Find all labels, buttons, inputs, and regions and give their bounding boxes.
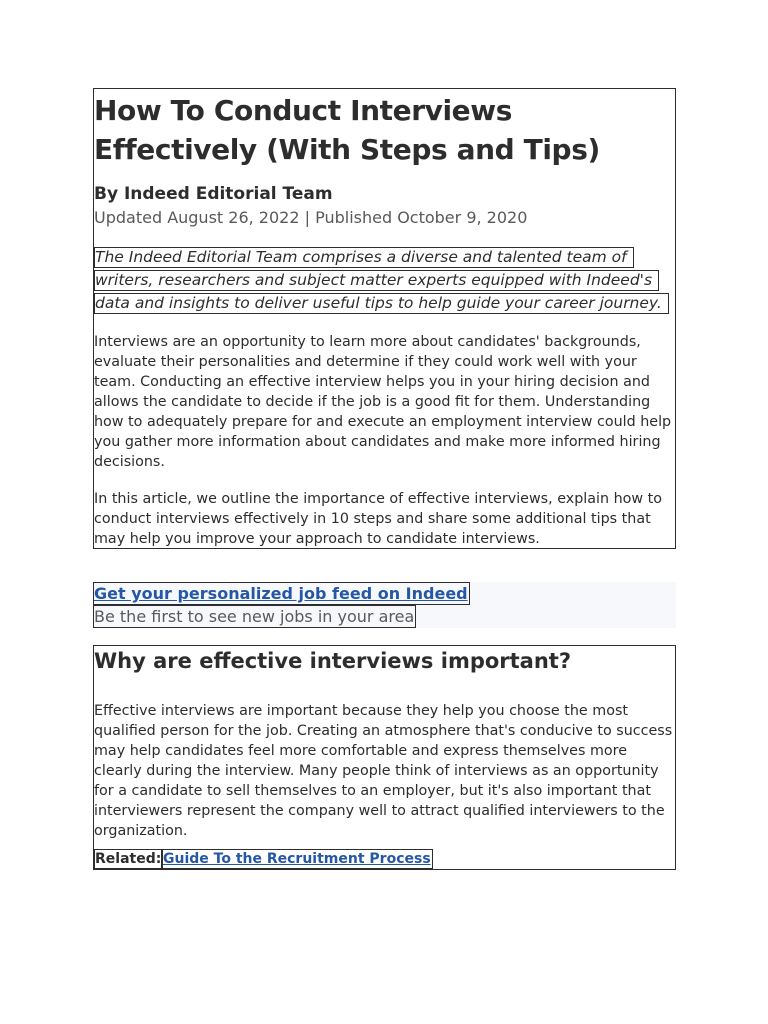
section-paragraph: Effective interviews are important because they help you choose the most qualified person for the job. Creating an atmosphere that's conducive to success may help candidates feel more comfortable and express themselves more clearly during the interview. Many people think of interviews as an opportunity for a candidate to sell themselves to an employer, but it's also important that interviewers represent the company well to attract qualified interviewers to the organization. — [94, 703, 673, 839]
editorial-team-intro-text: The Indeed Editorial Team comprises a diverse and talented team of writers, researchers and subject matter experts equipped with Indeed's data and insights to deliver useful tips to help guide your career journey. — [94, 247, 669, 314]
section-heading: Why are effective interviews important? — [94, 649, 572, 673]
article-header-section — [93, 88, 676, 549]
related-link[interactable]: Guide To the Recruitment Process — [163, 851, 431, 867]
overview-paragraph: In this article, we outline the importance of effective interviews, explain how to conduct interviews effectively in 10 steps and share some additional tips that may help you improve your approach to candidate interviews. — [94, 491, 662, 547]
job-feed-subtitle: Be the first to see new jobs in your area — [94, 607, 415, 626]
job-feed-promo — [93, 582, 676, 628]
article-title: How To Conduct Interviews Effectively (With Steps and Tips) — [94, 94, 600, 166]
article-dates: Updated August 26, 2022 | Published October 9, 2020 — [94, 208, 528, 227]
importance-section — [93, 645, 676, 870]
related-label: Related: — [95, 851, 162, 867]
intro-paragraph: Interviews are an opportunity to learn more about candidates' backgrounds, evaluate their personalities and determine if they could work well with your team. Conducting an effective interview helps you in your hiring decision and allows the candidate to decide if the job is a good fit for them. Understanding how to adequately prepare for and execute an employment interview could help you gather more information about candidates and make more informed hiring decisions. — [94, 334, 672, 470]
article-author: By Indeed Editorial Team — [94, 184, 333, 204]
job-feed-link[interactable]: Get your personalized job feed on Indeed — [94, 584, 468, 603]
editorial-team-intro — [94, 246, 675, 315]
